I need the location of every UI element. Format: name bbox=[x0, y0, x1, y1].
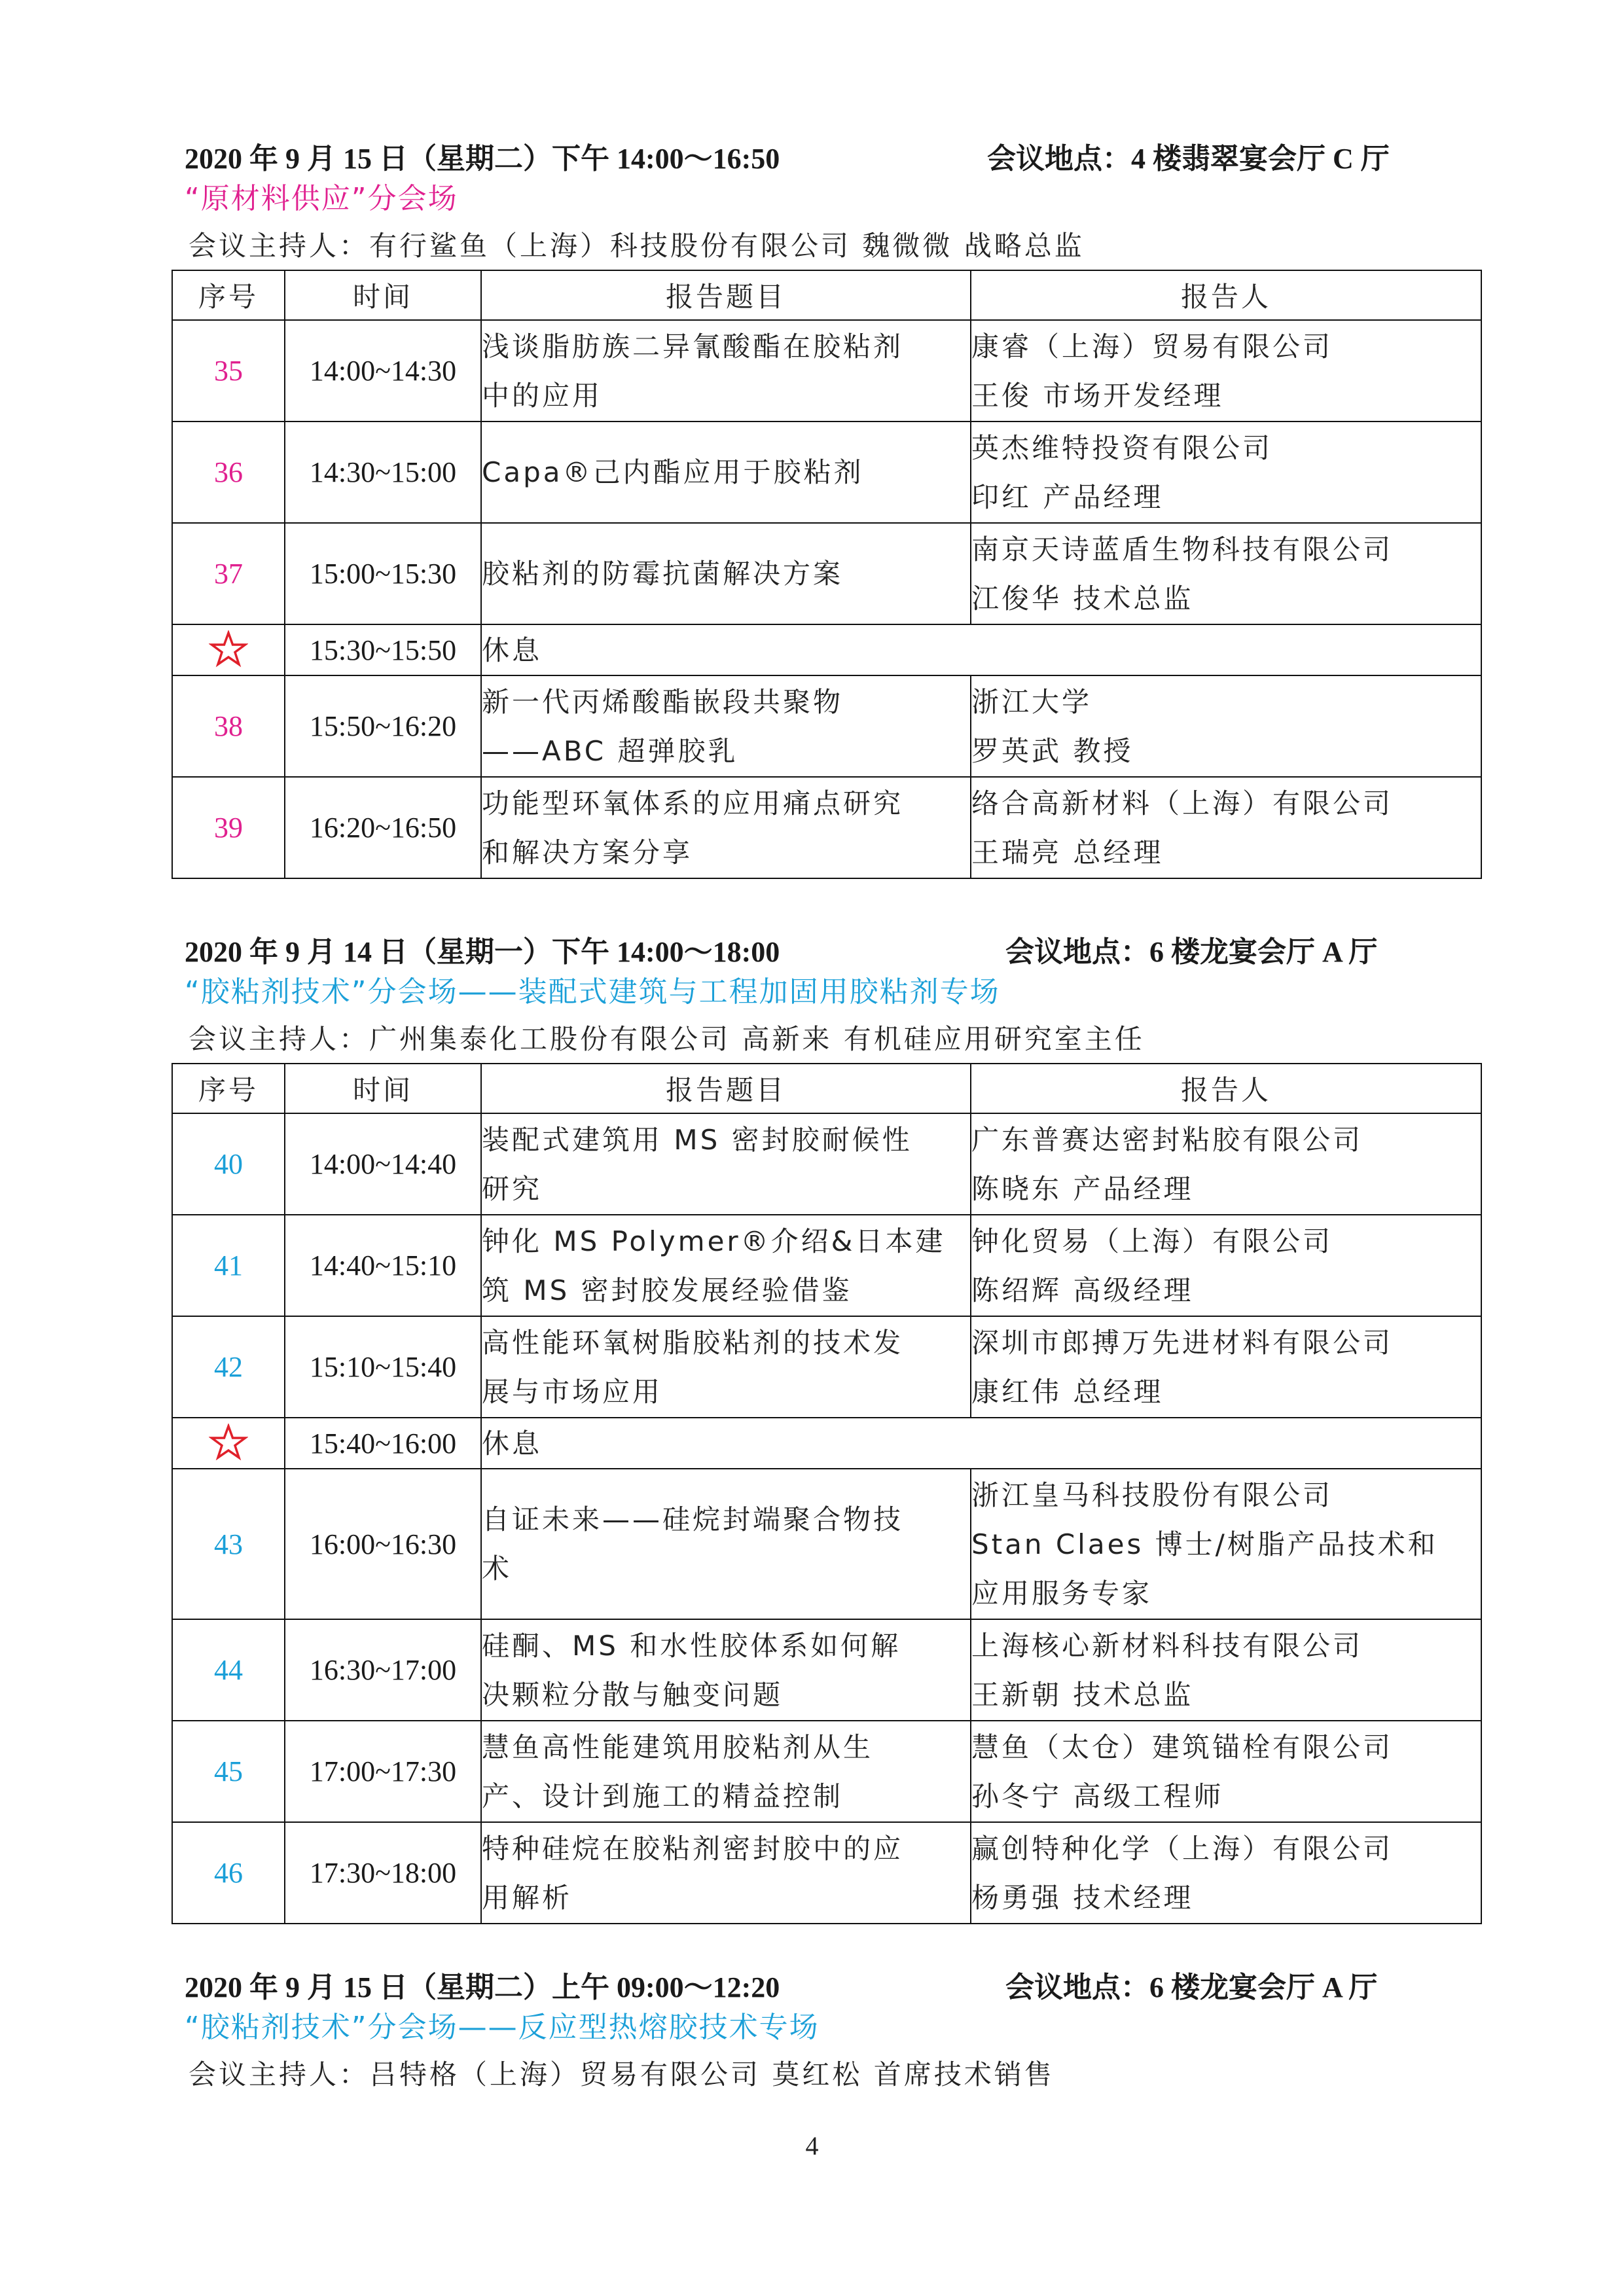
talk-speaker bbox=[971, 422, 1481, 523]
talk-number: 41 bbox=[172, 1215, 285, 1316]
table-row bbox=[172, 1721, 1481, 1822]
session-1-venue: 会议地点：4 楼翡翠宴会厅 C 厅 bbox=[987, 143, 1390, 175]
talk-number: 46 bbox=[172, 1822, 285, 1924]
talk-topic-line: 胶粘剂的防霉抗菌解决方案 bbox=[482, 558, 844, 590]
table-header-row bbox=[172, 1064, 1481, 1113]
talk-number: 36 bbox=[172, 422, 285, 523]
talk-number: 38 bbox=[172, 675, 285, 777]
talk-number: 39 bbox=[172, 777, 285, 878]
talk-number: 42 bbox=[172, 1316, 285, 1418]
talk-speaker-line: 广东普赛达密封粘胶有限公司 bbox=[971, 1123, 1363, 1156]
talk-topic-line: 钟化 MS Polymer®介绍&日本建 bbox=[482, 1225, 946, 1257]
talk-speaker-line: 陈绍辉 高级经理 bbox=[971, 1274, 1194, 1306]
talk-time: 16:20~16:50 bbox=[285, 777, 481, 878]
talk-speaker-line: 罗英武 教授 bbox=[971, 734, 1134, 767]
talk-topic-line: 自证未来——硅烷封端聚合物技 bbox=[482, 1503, 904, 1535]
talk-speaker-line: 钟化贸易（上海）有限公司 bbox=[971, 1225, 1333, 1257]
talk-speaker-line: 深圳市郎搏万先进材料有限公司 bbox=[971, 1326, 1394, 1359]
talk-time: 14:00~14:30 bbox=[285, 320, 481, 422]
talk-speaker-line: 杨勇强 技术经理 bbox=[971, 1881, 1194, 1914]
talk-topic-line: 慧鱼高性能建筑用胶粘剂从生 bbox=[482, 1731, 874, 1763]
talk-speaker-line: 浙江大学 bbox=[971, 685, 1092, 718]
column-header-topic: 报告题目 bbox=[481, 1064, 971, 1113]
break-label: 休息 bbox=[481, 1418, 1481, 1469]
talk-speaker bbox=[971, 523, 1481, 624]
table-row bbox=[172, 1215, 1481, 1316]
star-icon bbox=[209, 1424, 248, 1463]
talk-speaker-line: 南京天诗蓝盾生物科技有限公司 bbox=[971, 533, 1394, 565]
talk-topic-line: 决颗粒分散与触变问题 bbox=[482, 1678, 784, 1711]
table-row bbox=[172, 777, 1481, 878]
talk-speaker bbox=[971, 1619, 1481, 1721]
table-row bbox=[172, 1469, 1481, 1619]
talk-topic-line: 高性能环氧树脂胶粘剂的技术发 bbox=[482, 1326, 904, 1359]
talk-number: 37 bbox=[172, 523, 285, 624]
talk-speaker-line: 英杰维特投资有限公司 bbox=[971, 431, 1273, 464]
table-row bbox=[172, 422, 1481, 523]
talk-speaker bbox=[971, 1469, 1481, 1619]
talk-time: 17:30~18:00 bbox=[285, 1822, 481, 1924]
talk-speaker-line: 慧鱼（太仓）建筑锚栓有限公司 bbox=[971, 1731, 1394, 1763]
talk-speaker-line: 王俊 市场开发经理 bbox=[971, 379, 1224, 412]
talk-topic bbox=[481, 675, 971, 777]
talk-topic bbox=[481, 1822, 971, 1924]
session-1-date: 2020 年 9 月 15 日（星期二）下午 14:00～16:50 bbox=[185, 143, 780, 175]
talk-speaker-line: 赢创特种化学（上海）有限公司 bbox=[971, 1832, 1394, 1865]
table-row bbox=[172, 320, 1481, 422]
talk-time: 16:30~17:00 bbox=[285, 1619, 481, 1721]
column-header-time: 时间 bbox=[285, 270, 481, 320]
table-row bbox=[172, 675, 1481, 777]
talk-topic-line: 特种硅烷在胶粘剂密封胶中的应 bbox=[482, 1832, 904, 1865]
column-header-speaker: 报告人 bbox=[971, 270, 1481, 320]
table-row bbox=[172, 1316, 1481, 1418]
talk-speaker-line: 印红 产品经理 bbox=[971, 480, 1164, 513]
session-3-host: 会议主持人：吕特格（上海）贸易有限公司 莫红松 首席技术销售 bbox=[189, 2058, 1055, 2090]
star-icon bbox=[209, 630, 248, 670]
talk-time: 14:40~15:10 bbox=[285, 1215, 481, 1316]
session-3-header bbox=[171, 1957, 1481, 2004]
session-1-table bbox=[171, 270, 1482, 879]
talk-speaker-line: 江俊华 技术总监 bbox=[971, 582, 1194, 615]
session-2-host: 会议主持人：广州集泰化工股份有限公司 高新来 有机硅应用研究室主任 bbox=[189, 1023, 1145, 1055]
session-3-date: 2020 年 9 月 15 日（星期二）上午 09:00～12:20 bbox=[185, 1971, 780, 2003]
talk-time: 14:30~15:00 bbox=[285, 422, 481, 523]
talk-speaker bbox=[971, 320, 1481, 422]
talk-speaker-line: 浙江皇马科技股份有限公司 bbox=[971, 1479, 1333, 1511]
session-1-title: “原材料供应”分会场 bbox=[185, 182, 458, 215]
talk-speaker-line: 王瑞亮 总经理 bbox=[971, 836, 1164, 869]
talk-speaker-line: 应用服务专家 bbox=[971, 1577, 1153, 1609]
talk-topic-line: 和解决方案分享 bbox=[482, 836, 693, 869]
talk-speaker bbox=[971, 675, 1481, 777]
talk-topic bbox=[481, 320, 971, 422]
talk-time: 14:00~14:40 bbox=[285, 1113, 481, 1215]
talk-topic-line: 研究 bbox=[482, 1172, 543, 1205]
talk-speaker bbox=[971, 1113, 1481, 1215]
talk-speaker-line: 上海核心新材料科技有限公司 bbox=[971, 1629, 1363, 1662]
session-2 bbox=[171, 922, 1481, 1924]
talk-topic bbox=[481, 1113, 971, 1215]
talk-topic bbox=[481, 1215, 971, 1316]
talk-topic-line: 产、设计到施工的精益控制 bbox=[482, 1780, 844, 1812]
session-2-venue: 会议地点：6 楼龙宴会厅 A 厅 bbox=[1005, 936, 1378, 968]
column-header-topic: 报告题目 bbox=[481, 270, 971, 320]
session-1 bbox=[171, 128, 1481, 879]
break-time: 15:40~16:00 bbox=[285, 1418, 481, 1469]
table-row bbox=[172, 1619, 1481, 1721]
talk-topic-line: 中的应用 bbox=[482, 379, 603, 412]
session-3 bbox=[171, 1957, 1481, 2098]
talk-number: 40 bbox=[172, 1113, 285, 1215]
talk-speaker bbox=[971, 1316, 1481, 1418]
talk-speaker-line: 康红伟 总经理 bbox=[971, 1375, 1164, 1408]
talk-topic-line: 用解析 bbox=[482, 1881, 573, 1914]
table-row bbox=[172, 1822, 1481, 1924]
talk-topic-line: 功能型环氧体系的应用痛点研究 bbox=[482, 787, 904, 819]
talk-topic-line: 新一代丙烯酸酯嵌段共聚物 bbox=[482, 685, 844, 718]
talk-topic bbox=[481, 1469, 971, 1619]
talk-topic bbox=[481, 523, 971, 624]
session-3-venue: 会议地点：6 楼龙宴会厅 A 厅 bbox=[1005, 1971, 1378, 2003]
session-1-header bbox=[171, 128, 1481, 175]
talk-time: 15:50~16:20 bbox=[285, 675, 481, 777]
talk-topic bbox=[481, 1619, 971, 1721]
talk-topic bbox=[481, 777, 971, 878]
talk-topic-line: 筑 MS 密封胶发展经验借鉴 bbox=[482, 1274, 852, 1306]
break-star-cell bbox=[172, 624, 285, 675]
talk-time: 15:00~15:30 bbox=[285, 523, 481, 624]
column-header-no: 序号 bbox=[172, 270, 285, 320]
session-2-title: “胶粘剂技术”分会场——装配式建筑与工程加固用胶粘剂专场 bbox=[185, 975, 1000, 1009]
talk-time: 17:00~17:30 bbox=[285, 1721, 481, 1822]
talk-number: 35 bbox=[172, 320, 285, 422]
talk-speaker bbox=[971, 777, 1481, 878]
column-header-time: 时间 bbox=[285, 1064, 481, 1113]
talk-speaker-line: 陈晓东 产品经理 bbox=[971, 1172, 1194, 1205]
talk-speaker-line: 孙冬宁 高级工程师 bbox=[971, 1780, 1224, 1812]
column-header-no: 序号 bbox=[172, 1064, 285, 1113]
talk-topic-line: 硅酮、MS 和水性胶体系如何解 bbox=[482, 1629, 901, 1662]
session-1-host: 会议主持人：有行鲨鱼（上海）科技股份有限公司 魏微微 战略总监 bbox=[189, 230, 1085, 262]
talk-topic bbox=[481, 1721, 971, 1822]
session-2-table bbox=[171, 1063, 1482, 1924]
talk-speaker bbox=[971, 1215, 1481, 1316]
talk-topic bbox=[481, 1316, 971, 1418]
break-star-cell bbox=[172, 1418, 285, 1469]
talk-number: 44 bbox=[172, 1619, 285, 1721]
talk-speaker-line: 王新朝 技术总监 bbox=[971, 1678, 1194, 1711]
talk-topic-line: 浅谈脂肪族二异氰酸酯在胶粘剂 bbox=[482, 330, 904, 363]
break-row bbox=[172, 624, 1481, 675]
table-header-row bbox=[172, 270, 1481, 320]
talk-time: 16:00~16:30 bbox=[285, 1469, 481, 1619]
session-2-date: 2020 年 9 月 14 日（星期一）下午 14:00～18:00 bbox=[185, 936, 780, 968]
column-header-speaker: 报告人 bbox=[971, 1064, 1481, 1113]
talk-speaker bbox=[971, 1721, 1481, 1822]
table-row bbox=[172, 523, 1481, 624]
talk-topic-line: Capa®己内酯应用于胶粘剂 bbox=[482, 456, 864, 488]
page-number: 4 bbox=[805, 2131, 819, 2161]
talk-time: 15:10~15:40 bbox=[285, 1316, 481, 1418]
talk-speaker-line: 康睿（上海）贸易有限公司 bbox=[971, 330, 1333, 363]
break-row bbox=[172, 1418, 1481, 1469]
talk-number: 45 bbox=[172, 1721, 285, 1822]
break-label: 休息 bbox=[481, 624, 1481, 675]
talk-topic-line: 装配式建筑用 MS 密封胶耐候性 bbox=[482, 1123, 912, 1156]
talk-topic-line: 展与市场应用 bbox=[482, 1375, 663, 1408]
break-time: 15:30~15:50 bbox=[285, 624, 481, 675]
session-3-title: “胶粘剂技术”分会场——反应型热熔胶技术专场 bbox=[185, 2011, 820, 2044]
talk-topic-line: ——ABC 超弹胶乳 bbox=[482, 734, 738, 767]
talk-speaker-line: Stan Claes 博士/树脂产品技术和 bbox=[971, 1528, 1438, 1560]
talk-number: 43 bbox=[172, 1469, 285, 1619]
session-2-header bbox=[171, 922, 1481, 969]
talk-topic-line: 术 bbox=[482, 1552, 513, 1585]
talk-speaker-line: 络合高新材料（上海）有限公司 bbox=[971, 787, 1394, 819]
table-row bbox=[172, 1113, 1481, 1215]
talk-topic bbox=[481, 422, 971, 523]
talk-speaker bbox=[971, 1822, 1481, 1924]
